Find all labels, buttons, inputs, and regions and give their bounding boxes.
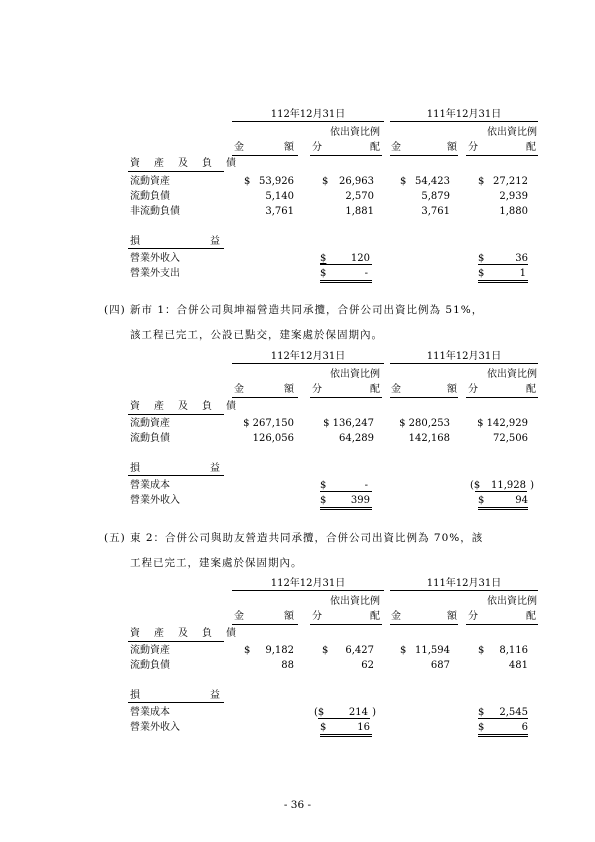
row-label: 非流動負債 <box>130 206 180 217</box>
ratio-split-header: 分 配 <box>312 384 380 395</box>
row-label: 流動負債 <box>130 433 170 444</box>
section-label: 資 產 及 負 債 <box>130 628 238 639</box>
year-111-header: 111年12月31日 <box>426 351 502 362</box>
pl-cell: $ 399 <box>320 495 370 506</box>
value-cell: 27,212 <box>493 176 528 187</box>
col-rule <box>390 397 458 398</box>
value-cell: 142,168 <box>408 433 450 444</box>
note-paragraph: 工程已完工，建案處於保固期內。 <box>130 557 303 569</box>
row-label: 營業外收入 <box>130 495 180 506</box>
col-rule <box>466 624 538 625</box>
double-underline <box>320 509 372 510</box>
section-label: 資 產 及 負 債 <box>130 401 238 412</box>
year-111-header: 111年12月31日 <box>426 578 502 589</box>
col-rule <box>390 155 458 156</box>
amount-header: 金 額 <box>391 611 457 622</box>
value-cell: 88 <box>281 660 294 671</box>
header-rule <box>390 363 538 364</box>
ratio-header: 依出資比例 <box>330 127 380 138</box>
row-label: 流動負債 <box>130 191 170 202</box>
value-cell: 481 <box>508 660 528 671</box>
value-cell: 126,056 <box>252 433 294 444</box>
pl-cell: $ 6 <box>478 722 528 733</box>
double-underline <box>478 509 528 510</box>
dollar-sign: $ <box>244 176 251 187</box>
value-cell: 8,116 <box>499 645 528 656</box>
underline <box>475 491 527 492</box>
row-label: 流動資產 <box>130 176 170 187</box>
label-rule <box>128 248 224 249</box>
pl-cell: $ 1 <box>478 268 526 279</box>
label-rule <box>128 171 224 172</box>
dollar-sign: $ <box>478 645 485 656</box>
value-cell: 2,939 <box>499 191 528 202</box>
dollar-sign: $ <box>244 645 251 656</box>
row-label: 流動資產 <box>130 418 170 429</box>
note-paragraph: 該工程已完工，公設已點交，建案處於保固期內。 <box>130 329 383 341</box>
label-rule <box>128 475 224 476</box>
section-label: 損 益 <box>130 236 220 247</box>
row-label: 營業外支出 <box>130 268 180 279</box>
value-cell: 2,570 <box>345 191 374 202</box>
dollar-sign: $ <box>400 176 407 187</box>
value-cell: $ 142,929 <box>477 418 528 429</box>
col-rule <box>232 397 298 398</box>
amount-header: 金 額 <box>234 142 294 153</box>
value-cell: 6,427 <box>345 645 374 656</box>
underline <box>318 718 370 719</box>
pl-cell: ($ 214 ) <box>314 707 376 718</box>
underline <box>320 280 372 281</box>
ratio-header: 依出資比例 <box>487 596 537 607</box>
year-112-header: 112年12月31日 <box>270 578 346 589</box>
dollar-sign: $ <box>322 645 329 656</box>
value-cell: 26,963 <box>339 176 374 187</box>
header-rule <box>232 590 384 591</box>
underline <box>320 734 372 735</box>
value-cell: $ 280,253 <box>399 418 450 429</box>
ratio-split-header: 分 配 <box>312 611 380 622</box>
underline <box>478 734 528 735</box>
pl-cell: ($ 11,928 ) <box>470 480 534 491</box>
dollar-sign: $ <box>478 176 485 187</box>
value-cell: 5,140 <box>265 191 294 202</box>
col-rule <box>310 155 382 156</box>
ratio-split-header: 分 配 <box>468 384 536 395</box>
page-number: - 36 - <box>283 799 312 811</box>
pl-cell: $ 36 <box>478 253 528 264</box>
ratio-header: 依出資比例 <box>330 369 380 380</box>
section-label: 損 益 <box>130 690 220 701</box>
underline <box>478 718 528 719</box>
col-rule <box>466 397 538 398</box>
section-label: 資 產 及 負 債 <box>130 158 238 169</box>
value-cell: 1,880 <box>499 206 528 217</box>
amount-header: 金 額 <box>391 142 457 153</box>
header-rule <box>232 363 384 364</box>
value-cell: 3,761 <box>421 206 450 217</box>
note-paragraph: (五) 東 2：合併公司與助友營造共同承攬，合併公司出資比例為 70%，該 <box>104 532 484 544</box>
dollar-sign: $ <box>400 645 407 656</box>
col-rule <box>466 155 538 156</box>
pl-cell: $ - <box>320 480 368 491</box>
pl-cell: $ 94 <box>478 495 528 506</box>
ratio-split-header: 分 配 <box>468 142 536 153</box>
value-cell: 62 <box>361 660 374 671</box>
header-rule <box>390 121 538 122</box>
label-rule <box>128 414 224 415</box>
double-underline <box>478 736 528 737</box>
amount-header: 金 額 <box>391 384 457 395</box>
section-label: 損 益 <box>130 463 220 474</box>
pl-cell: $ 120 <box>320 253 370 264</box>
value-cell: 9,182 <box>265 645 294 656</box>
col-rule <box>232 155 298 156</box>
ratio-split-header: 分 配 <box>312 142 380 153</box>
header-rule <box>390 590 538 591</box>
col-rule <box>390 624 458 625</box>
underline <box>478 507 528 508</box>
row-label: 營業外收入 <box>130 722 180 733</box>
header-rule <box>232 121 384 122</box>
row-label: 流動負債 <box>130 660 170 671</box>
value-cell: 64,289 <box>339 433 374 444</box>
underline <box>320 491 372 492</box>
ratio-header: 依出資比例 <box>330 596 380 607</box>
double-underline <box>320 736 372 737</box>
row-label: 流動資產 <box>130 645 170 656</box>
year-112-header: 112年12月31日 <box>270 351 346 362</box>
note-paragraph: (四) 新市 1：合併公司與坤福營造共同承攬，合併公司出資比例為 51%， <box>104 304 484 316</box>
amount-header: 金 額 <box>234 611 294 622</box>
ratio-header: 依出資比例 <box>487 127 537 138</box>
col-rule <box>310 624 382 625</box>
value-cell: 1,881 <box>345 206 374 217</box>
ratio-split-header: 分 配 <box>468 611 536 622</box>
year-111-header: 111年12月31日 <box>426 109 502 120</box>
underline <box>478 280 528 281</box>
amount-header: 金 額 <box>234 384 294 395</box>
value-cell: 11,594 <box>415 645 450 656</box>
value-cell: 72,506 <box>493 433 528 444</box>
label-rule <box>128 702 224 703</box>
row-label: 營業成本 <box>130 480 170 491</box>
value-cell: $ 267,150 <box>243 418 294 429</box>
underline <box>478 264 528 265</box>
underline <box>320 507 372 508</box>
row-label: 營業成本 <box>130 707 170 718</box>
ratio-header: 依出資比例 <box>487 369 537 380</box>
pl-cell: $ 2,545 <box>478 707 528 718</box>
double-underline <box>478 282 528 283</box>
col-rule <box>310 397 382 398</box>
row-label: 營業外收入 <box>130 253 180 264</box>
pl-cell: $ - <box>320 268 368 279</box>
underline <box>320 264 372 265</box>
value-cell: 53,926 <box>259 176 294 187</box>
pl-cell: $ 16 <box>320 722 370 733</box>
year-112-header: 112年12月31日 <box>270 109 346 120</box>
value-cell: 5,879 <box>421 191 450 202</box>
dollar-sign: $ <box>322 176 329 187</box>
value-cell: $ 136,247 <box>323 418 374 429</box>
label-rule <box>128 641 224 642</box>
double-underline <box>320 282 372 283</box>
value-cell: 54,423 <box>415 176 450 187</box>
value-cell: 687 <box>430 660 450 671</box>
col-rule <box>232 624 298 625</box>
value-cell: 3,761 <box>265 206 294 217</box>
